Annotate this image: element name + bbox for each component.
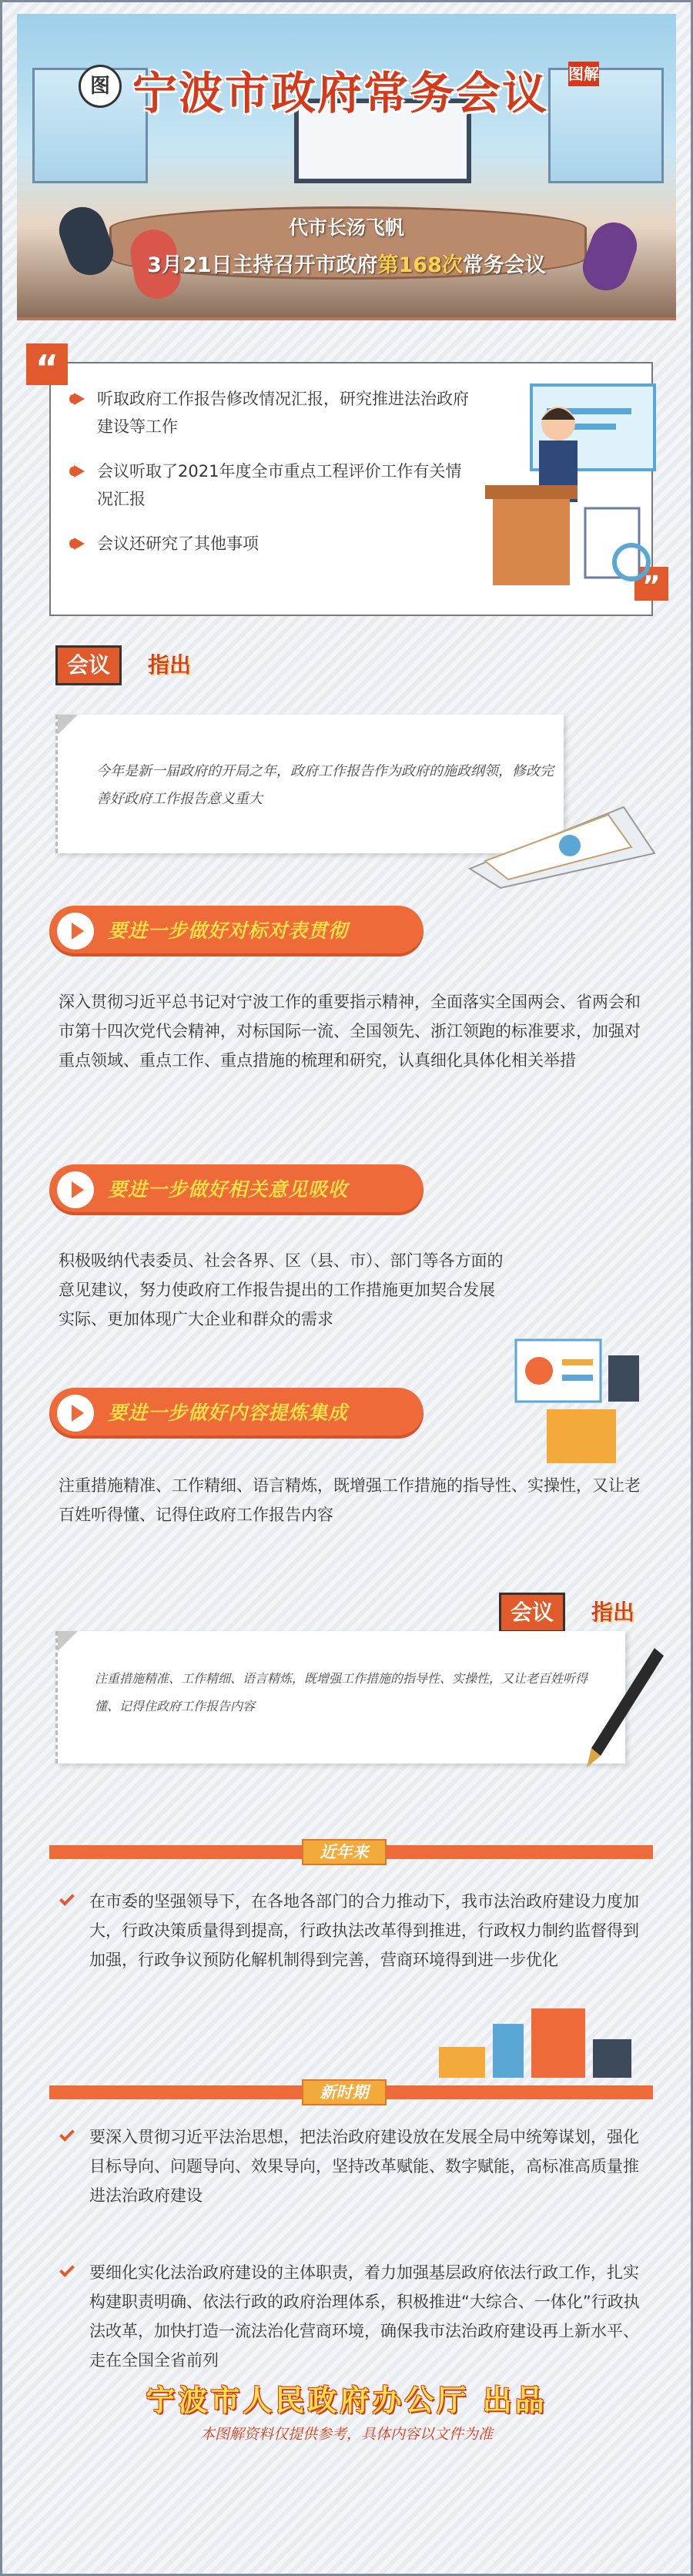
session-number: 第168次 (377, 253, 463, 277)
note-text: 今年是新一届政府的开局之年，政府工作报告作为政府的施政纲领，修改完善好政府工作报告意义重大 (96, 763, 554, 807)
date-post: 常务会议 (462, 253, 546, 277)
tag-pointed-out: 指出 (591, 1600, 635, 1625)
new-era-label: 新时期 (302, 2079, 387, 2105)
speaker-illustration (485, 377, 662, 608)
summary-list (69, 385, 470, 574)
new-era-item-text: 要细化实化法治政府建设的主体职责，着力加强基层政府依法行政工作，扎实构建职责明确、依法行政的政府治理体系，积极推进“大综合、一体化”行政执法改革，加快打造一流法治化营商环境，确保我市法治政府建设再上新水平、走在全国全省前列 (89, 2263, 640, 2370)
footer-note: 本图解资料仅提供参考，具体内容以文件为准 (199, 2426, 493, 2443)
section-text: 注重措施精准、工作精细、语言精炼，既增强工作措施的指导性、实操性，又让老百姓听得懂、记得住政府工作报告内容 (59, 1476, 641, 1524)
summary-item-text: 会议还研究了其他事项 (97, 534, 259, 553)
title-block (86, 57, 599, 126)
check-icon (59, 1891, 75, 1906)
meeting-pointed-out-tag (499, 1593, 653, 1633)
summary-item-text: 听取政府工作报告修改情况汇报，研究推进法治政府建设等工作 (97, 390, 469, 436)
check-icon (59, 2262, 75, 2277)
section-label: 要进一步做好内容提炼集成 (108, 1402, 349, 1424)
quote-close-icon: ” (634, 567, 668, 601)
section-text: 积极吸纳代表委员、社会各界、区（县、市）、部门等各方面的意见建议，努力使政府工作报告提出的工作措施更加契合发展实际、更加体现广大企业和群众的需求 (59, 1251, 504, 1328)
host-line: 代市长汤飞帆 (288, 216, 404, 239)
meeting-pointed-out-tag (55, 645, 209, 685)
summary-item-text: 会议听取了2021年度全市重点工程评价工作有关情况汇报 (97, 462, 462, 508)
quote-open-icon: “ (26, 343, 68, 385)
tag-meeting: 会议 (499, 1593, 565, 1633)
documents-illustration (500, 1325, 647, 1471)
tag-meeting: 会议 (55, 645, 122, 685)
list-item (69, 530, 470, 558)
check-icon (59, 2126, 75, 2142)
bullet-icon (74, 465, 85, 477)
date-pre: 3月21日主持召开市政府 (147, 253, 378, 277)
page-title: 宁波市政府常务会议 (132, 67, 548, 119)
section-pill-2 (49, 1164, 424, 1215)
pen-icon (578, 1640, 670, 1771)
list-item (59, 2122, 641, 2210)
bullet-icon (74, 393, 85, 405)
recent-label: 近年来 (302, 1839, 387, 1865)
bullet-icon (74, 538, 85, 550)
date-line (17, 248, 676, 278)
section-text: 深入贯彻习近平总书记对宁波工作的重要指示精神，全面落实全国两会、省两会和市第十四次党代会精神，对标国际一流、全国领先、浙江领跑的标准要求，加强对重点领域、重点工作、重点措施的梳理和研究，认真细化具体化相关举措 (59, 993, 641, 1070)
folded-corner (58, 715, 78, 735)
note-text: 注重措施精准、工作精细、语言精炼，既增强工作措施的指导性、实操性，又让老百姓听得懂、记得住政府工作报告内容 (95, 1671, 588, 1713)
play-icon (57, 913, 94, 950)
folded-corner (58, 1631, 78, 1651)
section-label: 要进一步做好相关意见吸收 (108, 1178, 349, 1201)
list-item (69, 385, 470, 440)
title-badge: 图 (79, 65, 122, 108)
footer-title: 宁波市人民政府办公厅 出品 (146, 2383, 547, 2417)
document-illustration (454, 799, 662, 892)
list-item (59, 2258, 641, 2375)
recent-item-text: 在市委的坚强领导下，在各地各部门的合力推动下，我市法治政府建设力度加大，行政决策质量得到提高，行政执法改革得到推进，行政权力制约监督得到加强，行政争议预防化解机制得到完善，营商环境得到进一步优化 (89, 1892, 639, 1969)
note-card (55, 1631, 625, 1764)
section-label: 要进一步做好对标对表贯彻 (108, 920, 349, 942)
list-item (69, 457, 470, 513)
new-era-item-text: 要深入贯彻习近平法治思想，把法治政府建设放在发展全局中统筹谋划，强化目标导向、问题导向、效果导向，坚持改革赋能、数字赋能，高标准高质量推进法治政府建设 (89, 2128, 639, 2205)
header-banner (17, 14, 676, 320)
play-icon (57, 1395, 94, 1432)
title-tag: 图解 (568, 62, 599, 86)
tag-pointed-out: 指出 (148, 652, 192, 678)
list-item (59, 1887, 641, 1975)
play-icon (57, 1171, 94, 1208)
section-pill-3 (49, 1388, 424, 1439)
section-pill-1 (49, 906, 424, 956)
construction-illustration (431, 2001, 639, 2085)
